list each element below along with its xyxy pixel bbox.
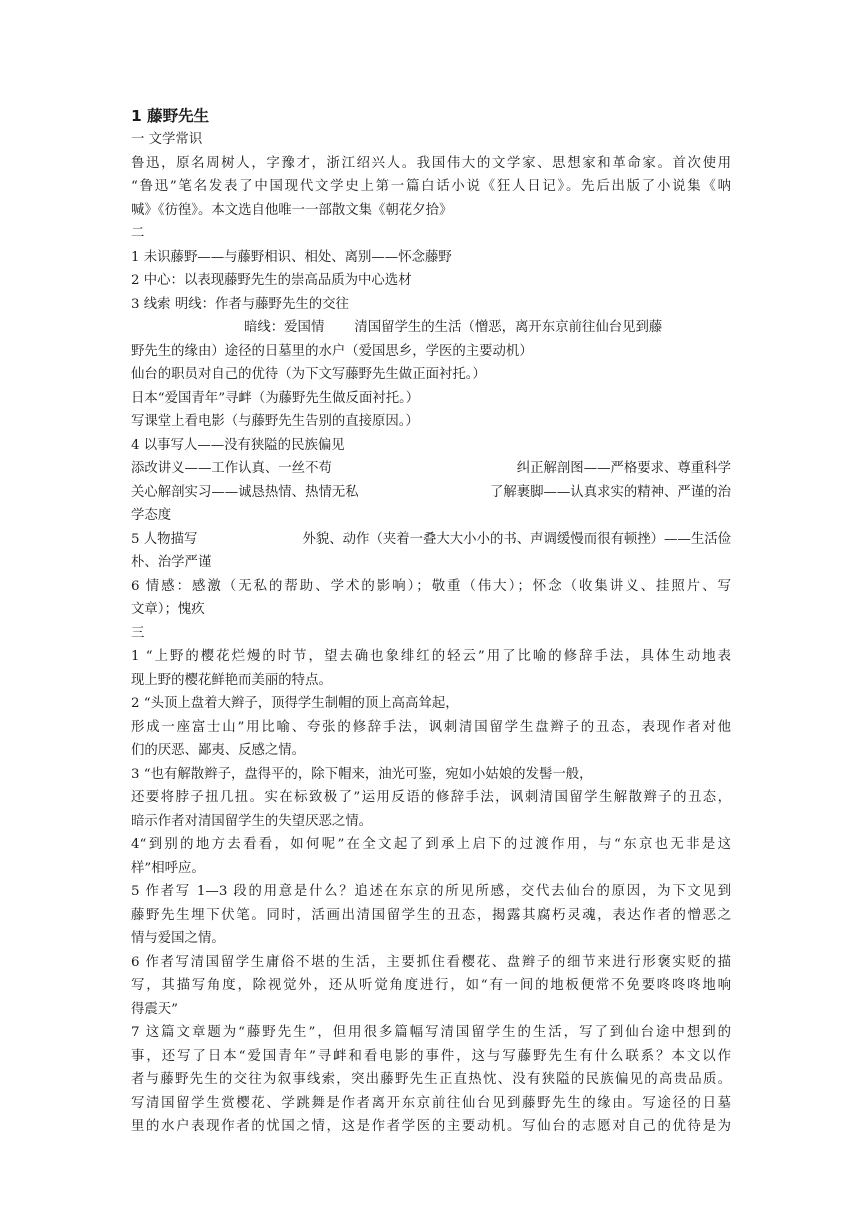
paragraph-line: 日本“爱国青年”寻衅（为藤野先生做反面衬托。） <box>131 390 420 406</box>
paragraph-line: 写清国留学生赏樱花、学跳舞是作者离开东京前往仙台见到藤野先生的缘由。写途径的日墓 <box>131 1095 731 1111</box>
outline-item: 6 情感：感激（无私的帮助、学术的影响）；敬重（伟大）；怀念（收集讲义、挂照片、写 <box>131 578 731 594</box>
analysis-item: 2 “头顶上盘着大辫子，顶得学生制帽的顶上高高耸起， <box>131 696 459 711</box>
paragraph-line: 得震天” <box>131 1001 179 1017</box>
paragraph-line: 还要将脖子扭几扭。实在标致极了”运用反语的修辞手法，讽刺清国留学生解散辫子的丑态， <box>131 790 731 805</box>
paragraph-line: 者与藤野先生的交往为叙事线索，突出藤野先生正直热忱、没有狭隘的民族偏见的高贵品质。 <box>131 1072 731 1087</box>
paragraph-line: 现上野的樱花鲜艳而美丽的特点。 <box>131 672 332 688</box>
paragraph-line: 暗示作者对清国留学生的失望厌恶之情。 <box>131 813 373 829</box>
outline-item: 2 中心：以表现藤野先生的崇高品质为中心选材 <box>131 273 412 288</box>
paragraph-line: 文章）；愧疚 <box>131 602 205 617</box>
document-page <box>131 104 731 1139</box>
analysis-item: 3 “也有解散辫子，盘得平的，除下帽来，油光可鉴，宛如小姑娘的发髻一般， <box>131 766 593 782</box>
analysis-item: 7 这篇文章题为“藤野先生”，但用很多篇幅写清国留学生的生活，写了到仙台途中想到的 <box>131 1025 731 1040</box>
paragraph-line: 喊》《彷徨》。本文选自他唯一一部散文集《朝花夕拾》 <box>131 202 453 218</box>
outline-item: 1 未识藤野——与藤野相识、相处、离别——怀念藤野 <box>131 249 452 265</box>
analysis-item: 4“到别的地方去看看，如何呢”在全文起了到承上启下的过渡作用，与“东京也无非是这 <box>131 837 731 852</box>
paragraph-line: 鲁迅，原名周树人，字豫才，浙江绍兴人。我国伟大的文学家、思想家和革命家。首次使用 <box>131 155 731 171</box>
text-span: 清国留学生的生活（憎恶，离开东京前往仙台见到藤 <box>354 320 663 335</box>
analysis-item: 1 “上野的樱花烂熳的时节，望去确也象绯红的轻云”用了比喻的修辞手法，具体生动地表 <box>131 649 731 664</box>
analysis-item: 6 作者写清国留学生庸俗不堪的生活，主要抓住看樱花、盘辫子的细节来进行形褒实贬的描 <box>131 954 731 970</box>
text-span: 纠正解剖图——严格要求、尊重科学 <box>516 461 731 476</box>
section-heading-3: 三 <box>131 625 145 641</box>
outline-item <box>131 528 731 552</box>
page-title: 1 藤野先生 <box>131 107 210 125</box>
text-span: 添改讲义——工作认真、一丝不苟 <box>131 461 332 476</box>
outline-item: 3 线索 明线：作者与藤野先生的交往 <box>131 296 349 312</box>
section-heading-2: 二 <box>131 226 145 241</box>
outline-item <box>131 481 731 505</box>
paragraph-line: 们的厌恶、鄙夷、反感之情。 <box>131 743 306 758</box>
paragraph-line: 写课堂上看电影（与藤野先生告别的直接原因。） <box>131 414 419 429</box>
analysis-item: 5 作者写 1—3 段的用意是什么？追述在东京的所见所感，交代去仙台的原因，为下文见到 <box>131 884 731 899</box>
text-span: 关心解剖实习——诚恳热情、热情无私 <box>131 484 359 500</box>
paragraph-line: 事，还写了日本“爱国青年”寻衅和看电影的事件，这与写藤野先生有什么联系？本文以作 <box>131 1048 731 1064</box>
paragraph-line: 朴、治学严谨 <box>131 555 212 570</box>
paragraph-line: 仙台的职员对自己的优待（为下文写藤野先生做正面衬托。） <box>131 367 486 382</box>
text-span: 暗线：爱国情 <box>244 320 325 335</box>
outline-item: 4 以事写人——没有狭隘的民族偏见 <box>131 437 345 453</box>
paragraph-line: 样”相呼应。 <box>131 860 205 876</box>
paragraph-line: 学态度 <box>131 508 172 523</box>
paragraph-line: 里的水户表现作者的忧国之情，这是作者学医的主要动机。写仙台的志愿对自己的优待是为 <box>131 1119 731 1134</box>
paragraph-line: 形成一座富士山”用比喻、夸张的修辞手法，讽刺清国留学生盘辫子的丑态，表现作者对他 <box>131 719 731 735</box>
paragraph-line: “鲁迅”笔名发表了中国现代文学史上第一篇白话小说《狂人日记》。先后出版了小说集《呐 <box>131 179 731 194</box>
text-span: 外貌、动作（夹着一叠大大小小的书、声调缓慢而很有顿挫）——生活俭 <box>302 531 731 547</box>
outline-item <box>131 316 731 340</box>
paragraph-line: 写，其描写角度，除视觉外，还从听觉角度进行，如“有一间的地板便常不免要咚咚咚地响 <box>131 978 731 993</box>
paragraph-line: 藤野先生埋下伏笔。同时，活画出清国留学生的丑态，揭露其腐朽灵魂，表达作者的憎恶之 <box>131 907 731 923</box>
text-span: 了解裹脚——认真求实的精神、严谨的治 <box>489 484 731 500</box>
section-heading-1: 一 文学常识 <box>131 132 203 147</box>
text-span: 5 人物描写 <box>131 531 198 547</box>
paragraph-line: 野先生的缘由）途径的日墓里的水户（爱国思乡，学医的主要动机） <box>131 343 533 359</box>
paragraph-line: 情与爱国之情。 <box>131 931 225 946</box>
outline-item <box>131 457 731 481</box>
